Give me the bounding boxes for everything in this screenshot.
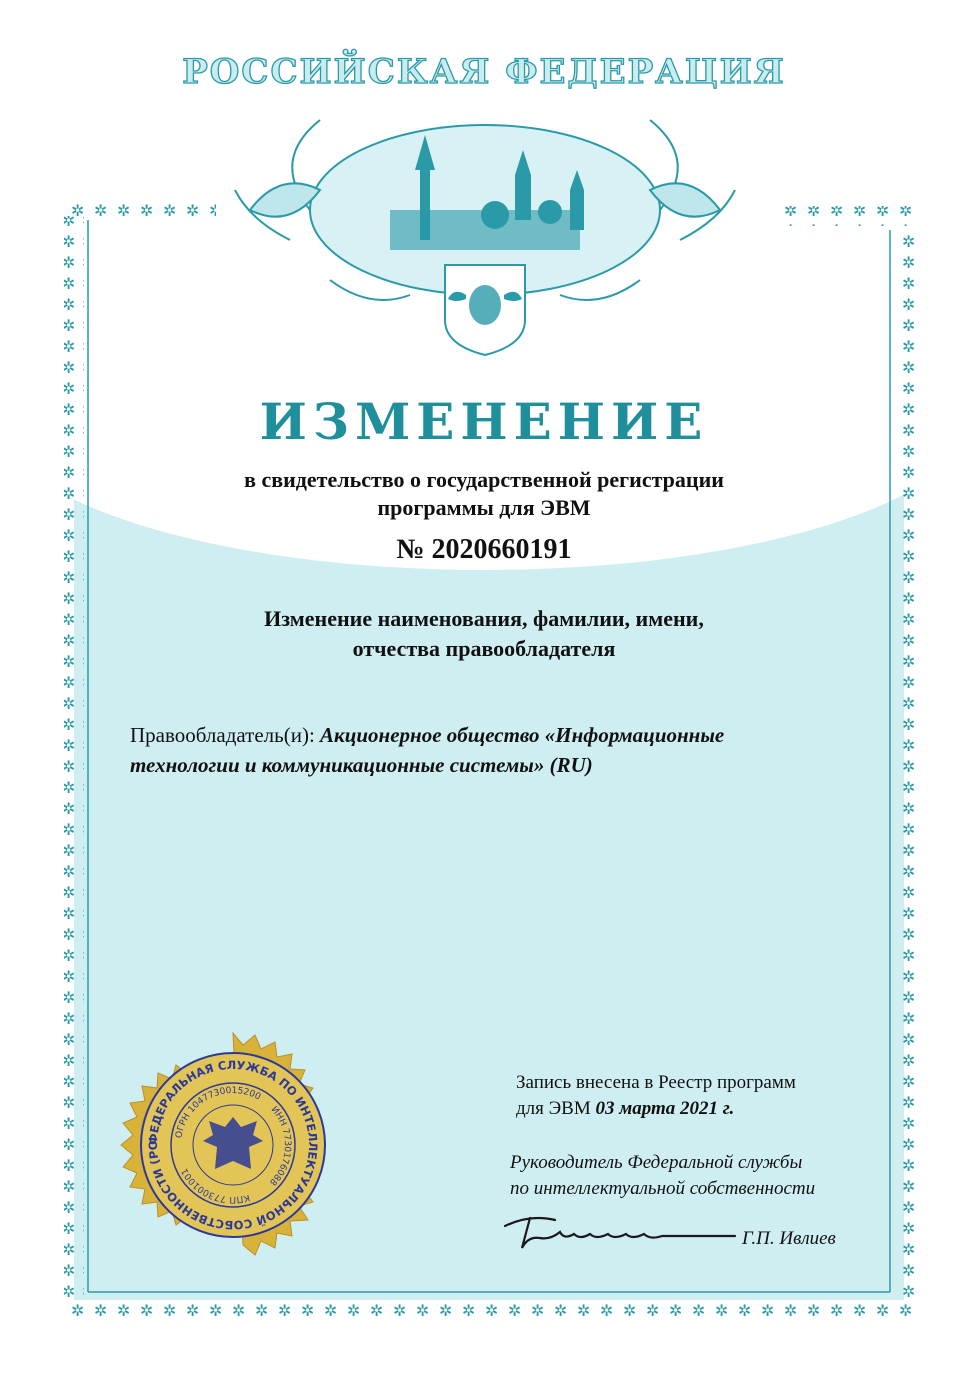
subtitle-line-1: в свидетельство о государственной регистрации (244, 467, 724, 492)
registry-line-1: Запись внесена в Реестр программ (516, 1072, 796, 1093)
registry-date: 03 марта 2021 г. (595, 1098, 735, 1119)
country-heading: РОССИЙСКАЯ ФЕДЕРАЦИЯ (182, 52, 786, 92)
subtitle-line-2: программы для ЭВМ (377, 495, 591, 520)
seal-ogrn-text: ОГРН 1047730015200 (174, 1085, 263, 1140)
handwritten-signature-icon (500, 1206, 740, 1256)
certificate-number: № 2020660191 (396, 534, 572, 565)
rights-holder (130, 720, 830, 780)
document-subtitle (0, 466, 968, 522)
signatory-position (510, 1150, 850, 1202)
registry-entry (516, 1070, 846, 1122)
signatory-name: Г.П. Ивлиев (742, 1228, 836, 1249)
rights-holder-value: Акционерное общество «Информационные технологии и коммуникационные системы» (RU) (130, 723, 725, 777)
official-seal-icon (118, 1030, 348, 1260)
seal-inn-text: ИНН 7730176088 (267, 1104, 293, 1187)
seal-kpp-text: КПП 773001001 (179, 1166, 251, 1205)
change-type (0, 604, 968, 664)
registry-line-2 (516, 1096, 846, 1122)
signatory-position-line-1: Руководитель Федеральной службы (510, 1152, 803, 1173)
seal-outer-text: ФЕДЕРАЛЬНАЯ СЛУЖБА ПО ИНТЕЛЛЕКТУАЛЬНОЙ СОБСТВЕННОСТИ (РО (145, 1057, 321, 1233)
document-title: ИЗМЕНЕНИЕ (259, 392, 709, 451)
kremlin-emblem-icon (230, 100, 740, 370)
registry-line-2-prefix: для ЭВМ (516, 1098, 591, 1119)
rights-holder-label: Правообладатель(и): (130, 723, 315, 747)
change-type-line-2: отчества правообладателя (352, 636, 616, 661)
change-type-line-1: Изменение наименования, фамилии, имени, (264, 606, 704, 631)
signatory-position-line-2: по интеллектуальной собственности (510, 1178, 816, 1199)
